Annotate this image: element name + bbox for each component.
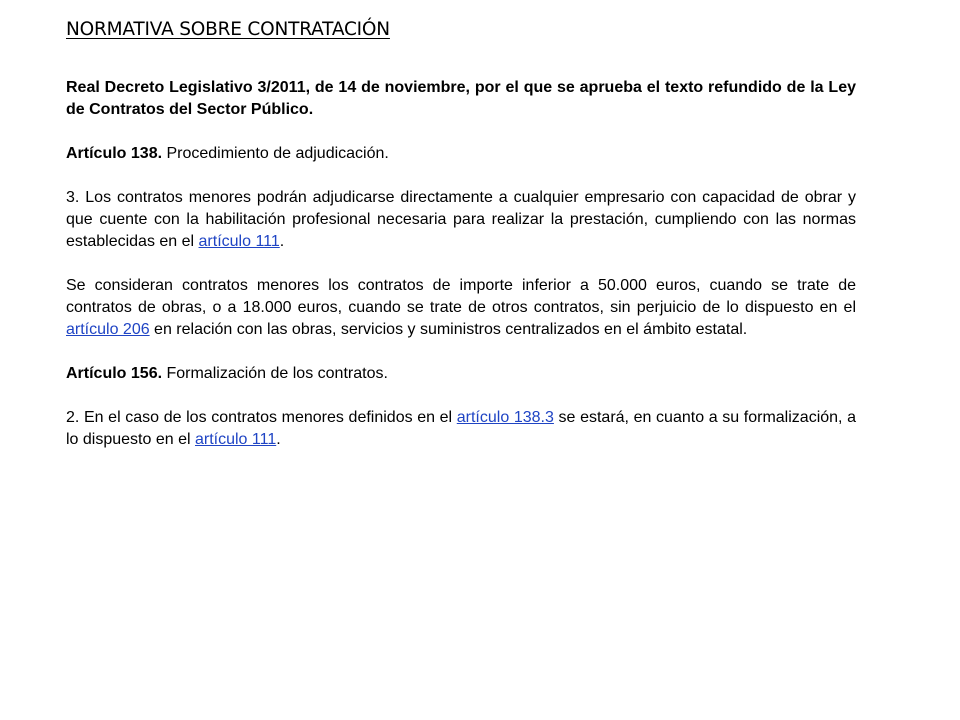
article-138-paragraph-minor-contracts bbox=[66, 275, 856, 341]
minor-contracts-text: Se consideran contratos menores los contratos de importe inferior a 50.000 euros, cuando se trate de contratos de obras, o a 18.000 euros, cuando se trate de otros contratos, sin perjuicio de lo dispuesto en el bbox=[66, 277, 856, 316]
article-138-paragraph-3 bbox=[66, 187, 856, 253]
article-156-text-2: se estará, en cuanto a su formalización, a lo dispuesto en el bbox=[66, 409, 857, 448]
article-156-title: Formalización de los contratos. bbox=[162, 365, 388, 382]
link-article-111[interactable]: artículo 111 bbox=[198, 233, 280, 250]
article-138-paragraph-3-text: 3. Los contratos menores podrán adjudicarse directamente a cualquier empresario con capacidad de obrar y que cuente con la habilitación profesional necesaria para realizar la prestación, cumpliendo con las normas establecidas en el bbox=[66, 189, 856, 250]
article-156-number: Artículo 156. bbox=[66, 365, 163, 382]
document-body bbox=[66, 77, 856, 473]
article-138-paragraph-3-end: . bbox=[279, 233, 285, 250]
article-156-paragraph-2 bbox=[66, 407, 856, 451]
link-article-206[interactable]: artículo 206 bbox=[66, 321, 150, 338]
decree-heading: Real Decreto Legislativo 3/2011, de 14 de noviembre, por el que se aprueba el texto refundido de la Ley de Contratos del Sector Público. bbox=[66, 79, 856, 118]
article-138-title: Procedimiento de adjudicación. bbox=[162, 145, 389, 162]
link-article-138-3[interactable]: artículo 138.3 bbox=[456, 409, 554, 426]
article-156-end: . bbox=[276, 431, 281, 448]
minor-contracts-end: en relación con las obras, servicios y suministros centralizados en el ámbito estatal. bbox=[149, 321, 748, 338]
article-138-number: Artículo 138. bbox=[66, 145, 163, 162]
page-title: NORMATIVA SOBRE CONTRATACIÓN bbox=[66, 19, 390, 40]
link-article-111-formalization[interactable]: artículo 111 bbox=[194, 431, 277, 448]
article-138-heading bbox=[66, 143, 856, 165]
article-156-heading bbox=[66, 363, 856, 385]
article-156-text-1: 2. En el caso de los contratos menores definidos en el bbox=[66, 409, 457, 426]
